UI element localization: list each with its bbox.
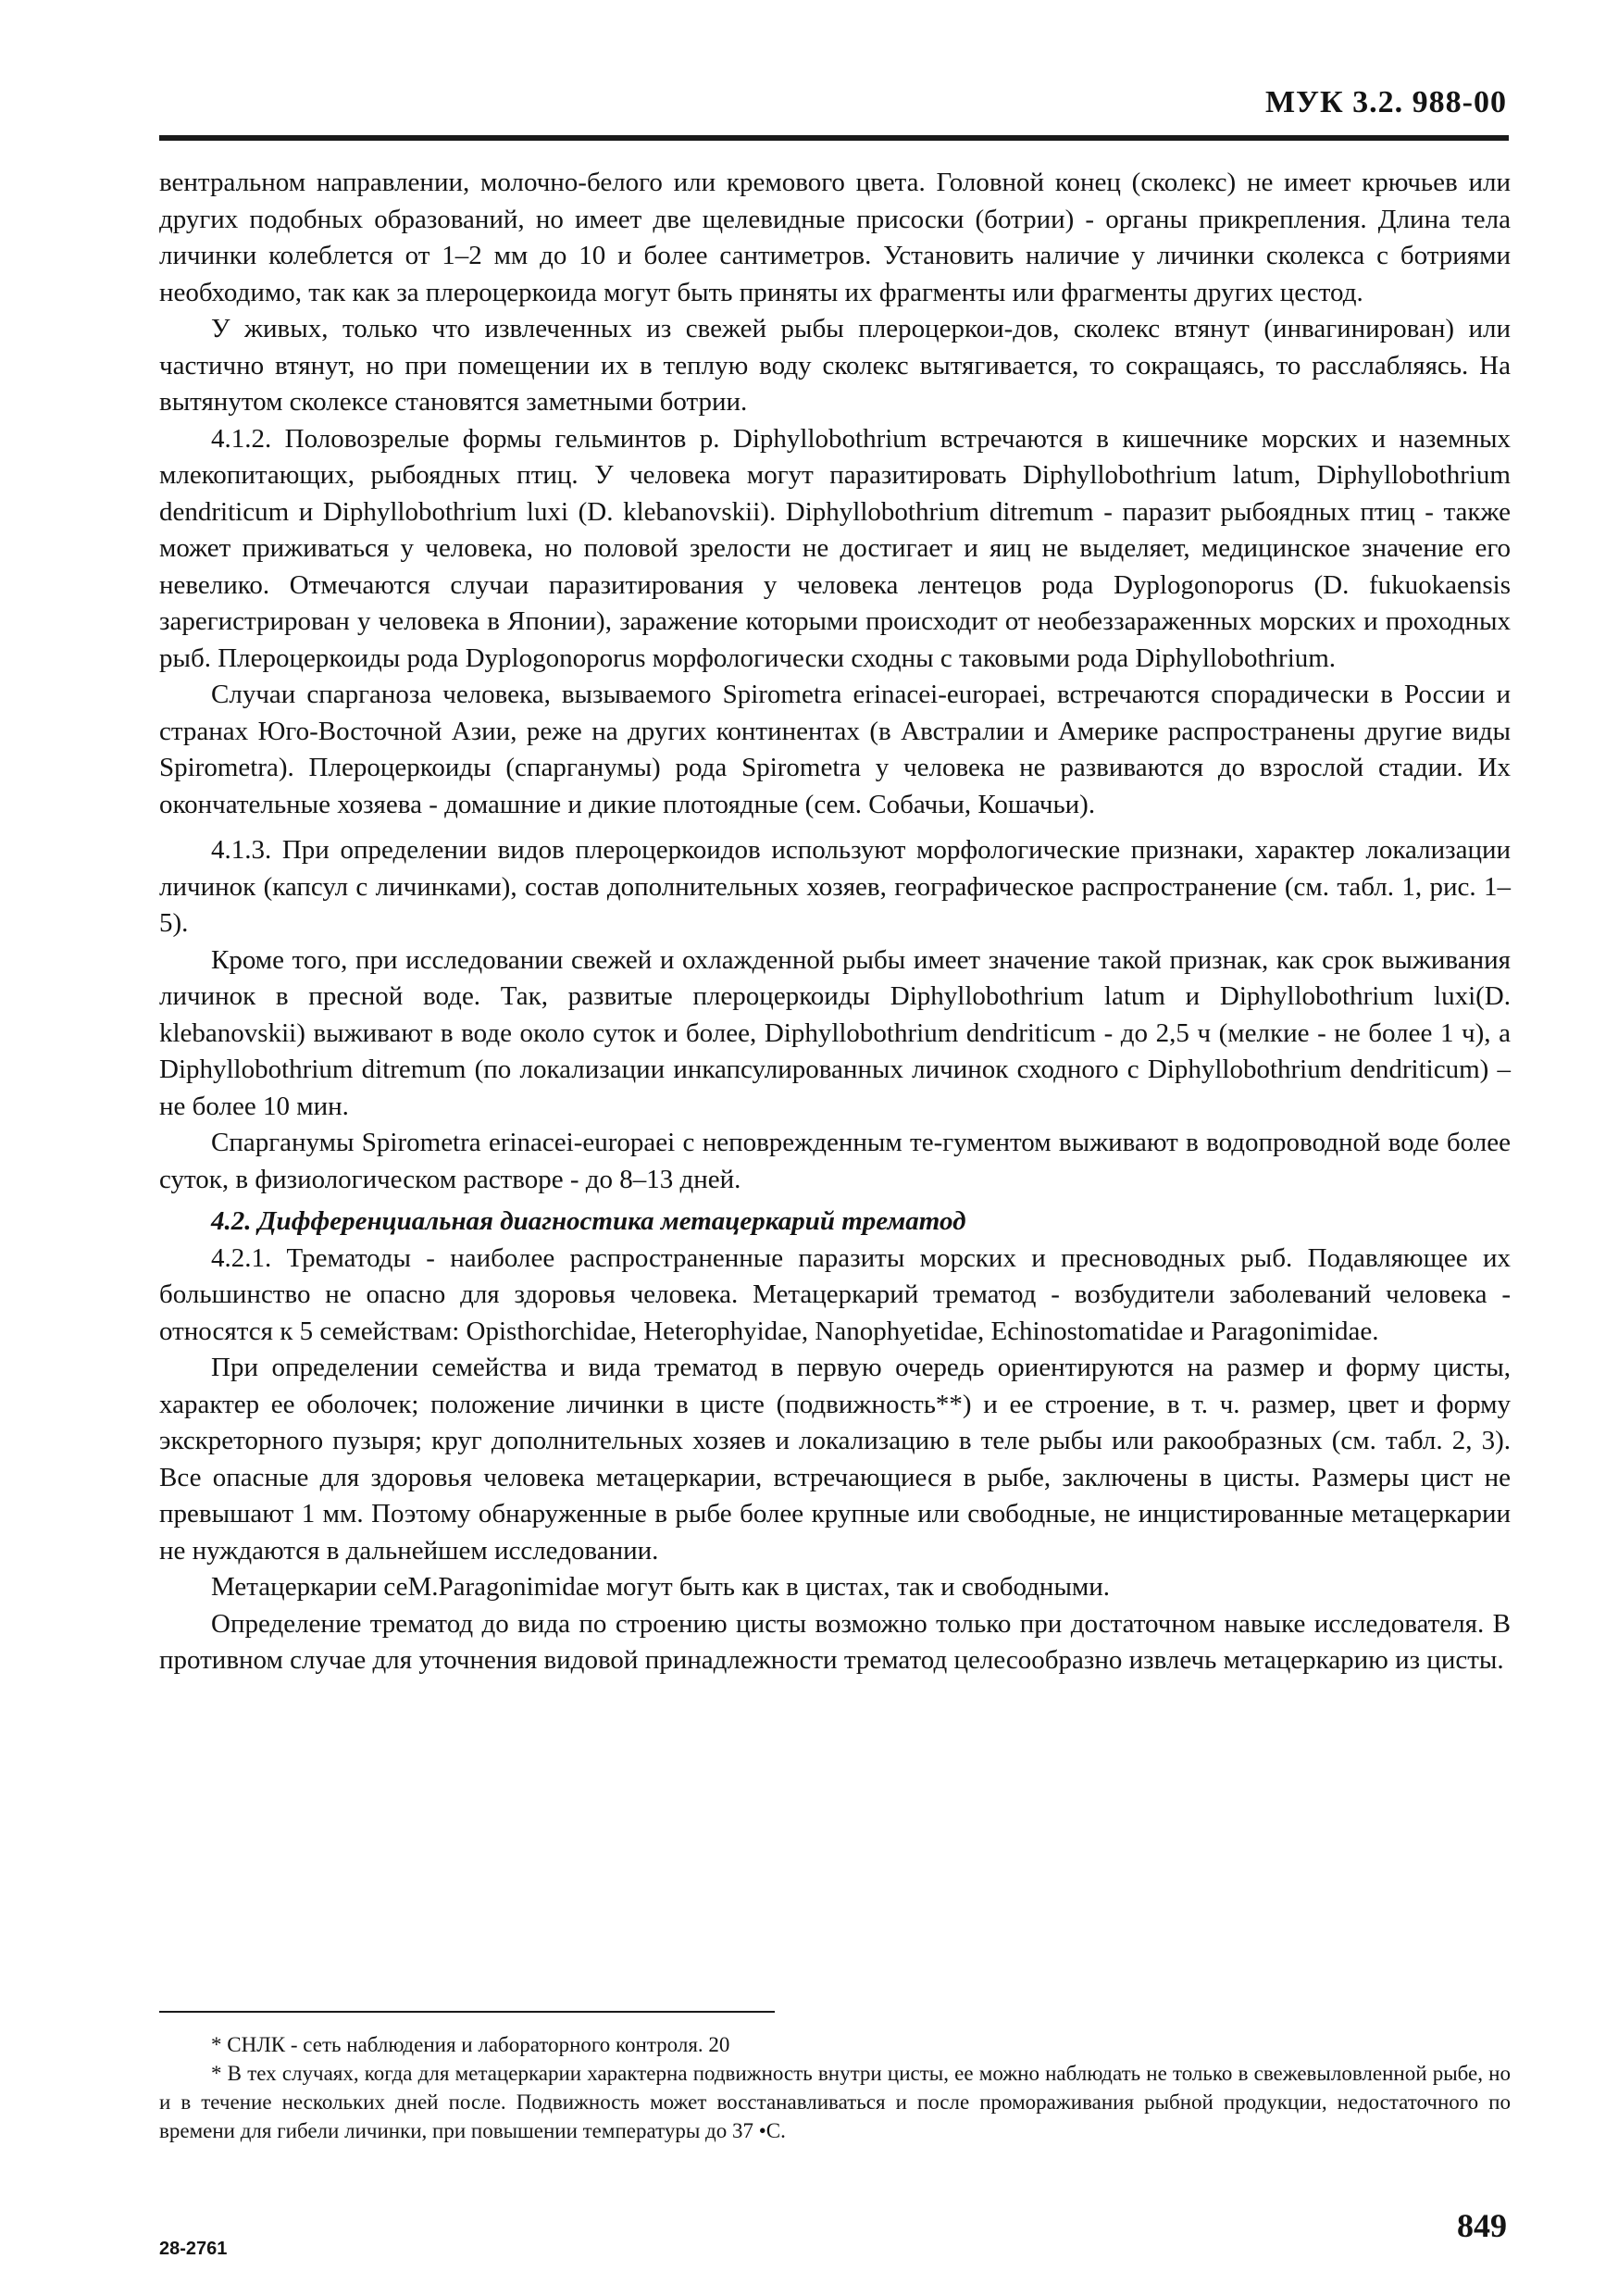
paragraph-4-2-1: 4.2.1. Трематоды - наиболее распространенные паразиты морских и пресноводных рыб. Подавляющее их большинство не опасно для здоровья человека. Метацеркарий трематод - возбудители заболеваний человека - относятся к 5 семействам: Opisthorchidae, Heterophyidae, Nanophyetidae, Echinostomatidae и Paragonimidae. — [159, 1242, 1511, 1346]
footnote: * СНЛК - сеть наблюдения и лабораторного контроля. 20 — [211, 2033, 730, 2056]
page-body — [159, 165, 1511, 1679]
section-heading: 4.2. Дифференциальная диагностика метацеркарий трематод — [211, 1206, 966, 1236]
paragraph-4-1-3: 4.1.3. При определении видов плероцеркоидов используют морфологические признаки, характер локализации личинок (капсул с личинками), состав дополнительных хозяев, географическое распространение (см. табл. 1, рис. 1–5). — [159, 835, 1511, 938]
footnotes — [159, 2030, 1511, 2145]
print-code: 28-2761 — [159, 2239, 228, 2259]
paragraph: Метацеркарии сеМ.Paragonimidae могут быть как в цистах, так и свободными. — [211, 1572, 1111, 1602]
header-divider — [159, 135, 1509, 141]
paragraph: Случаи спарганоза человека, вызываемого Spirometra erinacei-europaei, встречаются спорадически в России и странах Юго-Восточной Азии, реже на других континентах (в Австралии и Америке распространены другие виды Spirometra). Плероцеркоиды (спарганумы) рода Spirometra у человека не развиваются до взрослой стадии. Их окончательные хозяева - домашние и дикие плотоядные (сем. Собачьи, Кошачьи). — [159, 680, 1511, 819]
paragraph-continuation: вентральном направлении, молочно-белого или кремового цвета. Головной конец (сколекс) не имеет крючьев или других подобных образований, но имеет две щелевидные присоски (ботрии) - органы прикрепления. Длина тела личинки колеблется от 1–2 мм до 10 и более сантиметров. Установить наличие у личинки сколекса с ботриями необходимо, так как за плероцеркоида могут быть приняты их фрагменты или фрагменты других цестод. — [159, 168, 1511, 307]
paragraph: Спарганумы Spirometra erinacei-europaei с неповрежденным те-гументом выживают в водопроводной воде более суток, в физиологическом растворе - до 8–13 дней. — [159, 1128, 1511, 1194]
document-code: МУК 3.2. 988-00 — [1264, 85, 1507, 119]
paragraph: При определении семейства и вида трематод в первую очередь ориентируются на размер и форму цисты, характер ее оболочек; положение личинки в цисте (подвижность**) и ее строение, в т. ч. размер, цвет и форму экскреторного пузыря; круг дополнительных хозяев и локализацию в теле рыбы или ракообразных (см. табл. 2, 3). Все опасные для здоровья человека метацеркарии, встречающиеся в рыбе, заключены в цисты. Размеры цист не превышают 1 мм. Поэтому обнаруженные в рыбе более крупные или свободные, не инцистированные метацеркарии не нуждаются в дальнейшем исследовании. — [159, 1353, 1511, 1566]
page-number: 849 — [1457, 2207, 1507, 2244]
footnote: * В тех случаях, когда для метацеркарии характерна подвижность внутри цисты, ее можно наблюдать не только в свежевыловленной рыбе, но и в течение нескольких дней после. Подвижность может восстанавливаться и после промораживания рыбной продукции, недостаточного по времени для гибели личинки, при повышении температуры до 37 •С. — [159, 2062, 1511, 2142]
footnote-divider — [159, 2011, 775, 2013]
paragraph-4-1-2: 4.1.2. Половозрелые формы гельминтов р. Diphyllobothrium встречаются в кишечнике морских и наземных млекопитающих, рыбоядных птиц. У человека могут паразитировать Diphyllobothrium latum, Diphyllobothrium dendriticum и Diphyllobothrium luxi (D. klebanovskii). Diphyllobothrium ditremum - паразит рыбоядных птиц - также может приживаться у человека, но половой зрелости не достигает и яиц не выделяет, медицинское значение его невелико. Отмечаются случаи паразитирования у человека лентецов рода Dyplogonoporus (D. fukuokaensis зарегистрирован у человека в Японии), заражение которыми происходит от необеззараженных морских и проходных рыб. Плероцеркоиды рода Dyplogonoporus морфологически сходны с таковыми рода Diphyllobothrium. — [159, 423, 1511, 673]
paragraph: Определение трематод до вида по строению цисты возможно только при достаточном навыке исследователя. В противном случае для уточнения видовой принадлежности трематод целесообразно извлечь метацеркарию из цисты. — [159, 1608, 1511, 1675]
paragraph: У живых, только что извлеченных из свежей рыбы плероцеркои-дов, сколекс втянут (инвагинирован) или частично втянут, но при помещении их в теплую воду сколекс вытягивается, то сокращаясь, то расслабляясь. На вытянутом сколексе становятся заметными ботрии. — [159, 314, 1511, 417]
paragraph: Кроме того, при исследовании свежей и охлажденной рыбы имеет значение такой признак, как срок выживания личинок в пресной воде. Так, развитые плероцеркоиды Diphyllobothrium latum и Diphyllobothrium luxi(D. klebanovskii) выживают в воде около суток и более, Diphyllobothrium dendriticum - до 2,5 ч (мелкие - не более 1 ч), а Diphyllobothrium ditremum (по локализации инкапсулированных личинок сходного с Diphyllobothrium dendriticum) – не более 10 мин. — [159, 944, 1511, 1121]
